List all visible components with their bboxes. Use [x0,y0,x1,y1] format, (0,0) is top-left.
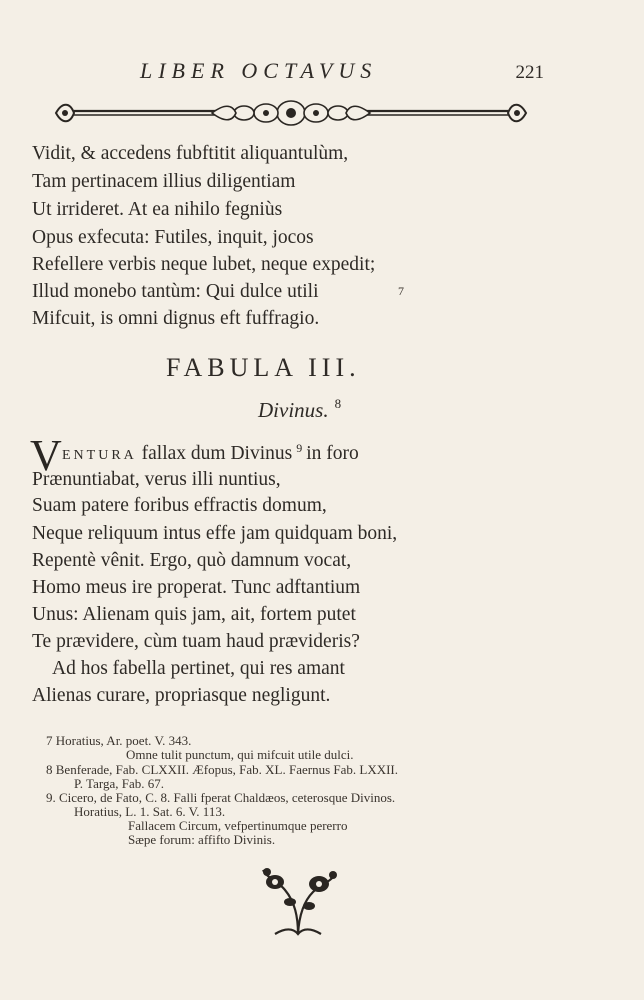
footnote-9: 9. Cicero, de Fato, C. 8. Falli fperat Chaldæos, ceterosque Divinos. [46,790,396,805]
footnote-7: 7 Horatius, Ar. poet. V. 343. [46,733,192,748]
footnote-8: 8 Benferade, Fab. CLXXII. Æfopus, Fab. XL. Faernus Fab. LXXII. [46,762,399,777]
footnote-7-quote: Omne tulit punctum, qui mifcuit utile dulci. [126,747,354,762]
floral-vignette-icon [255,862,341,938]
verse-line-first [62,443,359,465]
verse-line: Mifcuit, is omni dignus eft fuffragio. [32,308,320,329]
footnote-8-cont: P. Targa, Fab. 67. [74,776,164,791]
note-ref-8: 8 [334,396,342,411]
running-title: LIBER OCTAVUS [140,58,378,83]
fable-subtitle-text: Divinus. [258,398,329,422]
verse-line: Opus exfecuta: Futiles, inquit, jocos [32,227,314,248]
verse-line: Repentè vênit. Ergo, quò damnum vocat, [32,550,352,571]
verse-line: Ut irrideret. At ea nihilo fegniùs [32,199,283,220]
first-word-caps: ENTURA [62,448,137,463]
verse-line: Ad hos fabella pertinet, qui res amant [52,658,345,679]
verse-line: Homo meus ire properat. Tunc adftantium [32,577,361,598]
page-number: 221 [515,62,544,83]
verse-line: Neque reliquum intus effe jam quidquam boni, [32,523,398,544]
verse-line: Illud monebo tantùm: Qui dulce utili [32,281,319,302]
note-ref-9: 9 [296,441,303,455]
note-ref-7: 7 [398,284,404,298]
first-line-text-b: in foro [306,443,359,464]
verse-line: Te prævidere, cùm tuam haud prævideris? [32,631,360,652]
footnote-9-quote: Fallacem Circum, vefpertinumque pererro [128,818,348,833]
drop-cap: V [30,431,62,480]
floral-headpiece-icon [52,96,530,128]
verse-line: Alienas curare, propriasque negligunt. [32,685,331,706]
verse-line: Prænuntiabat, verus illi nuntius, [32,469,281,490]
page-header [0,58,644,92]
footnote-9-quote: Sæpe forum: affifto Divinis. [128,832,276,847]
fable-title: FABULA III. [166,353,361,382]
verse-line: Refellere verbis neque lubet, neque expedit; [32,254,376,275]
fable-subtitle [258,398,341,423]
verse-line: Tam pertinacem illius diligentiam [32,171,296,192]
verse-line: Unus: Alienam quis jam, ait, fortem putet [32,604,356,625]
verse-line: Suam patere foribus effractis domum, [32,495,327,516]
first-line-text-a: fallax dum Divinus [141,443,293,464]
footnote-9-cont: Horatius, L. 1. Sat. 6. V. 113. [74,804,226,819]
verse-line: Vidit, & accedens fubftitit aliquantulùm, [32,143,349,164]
